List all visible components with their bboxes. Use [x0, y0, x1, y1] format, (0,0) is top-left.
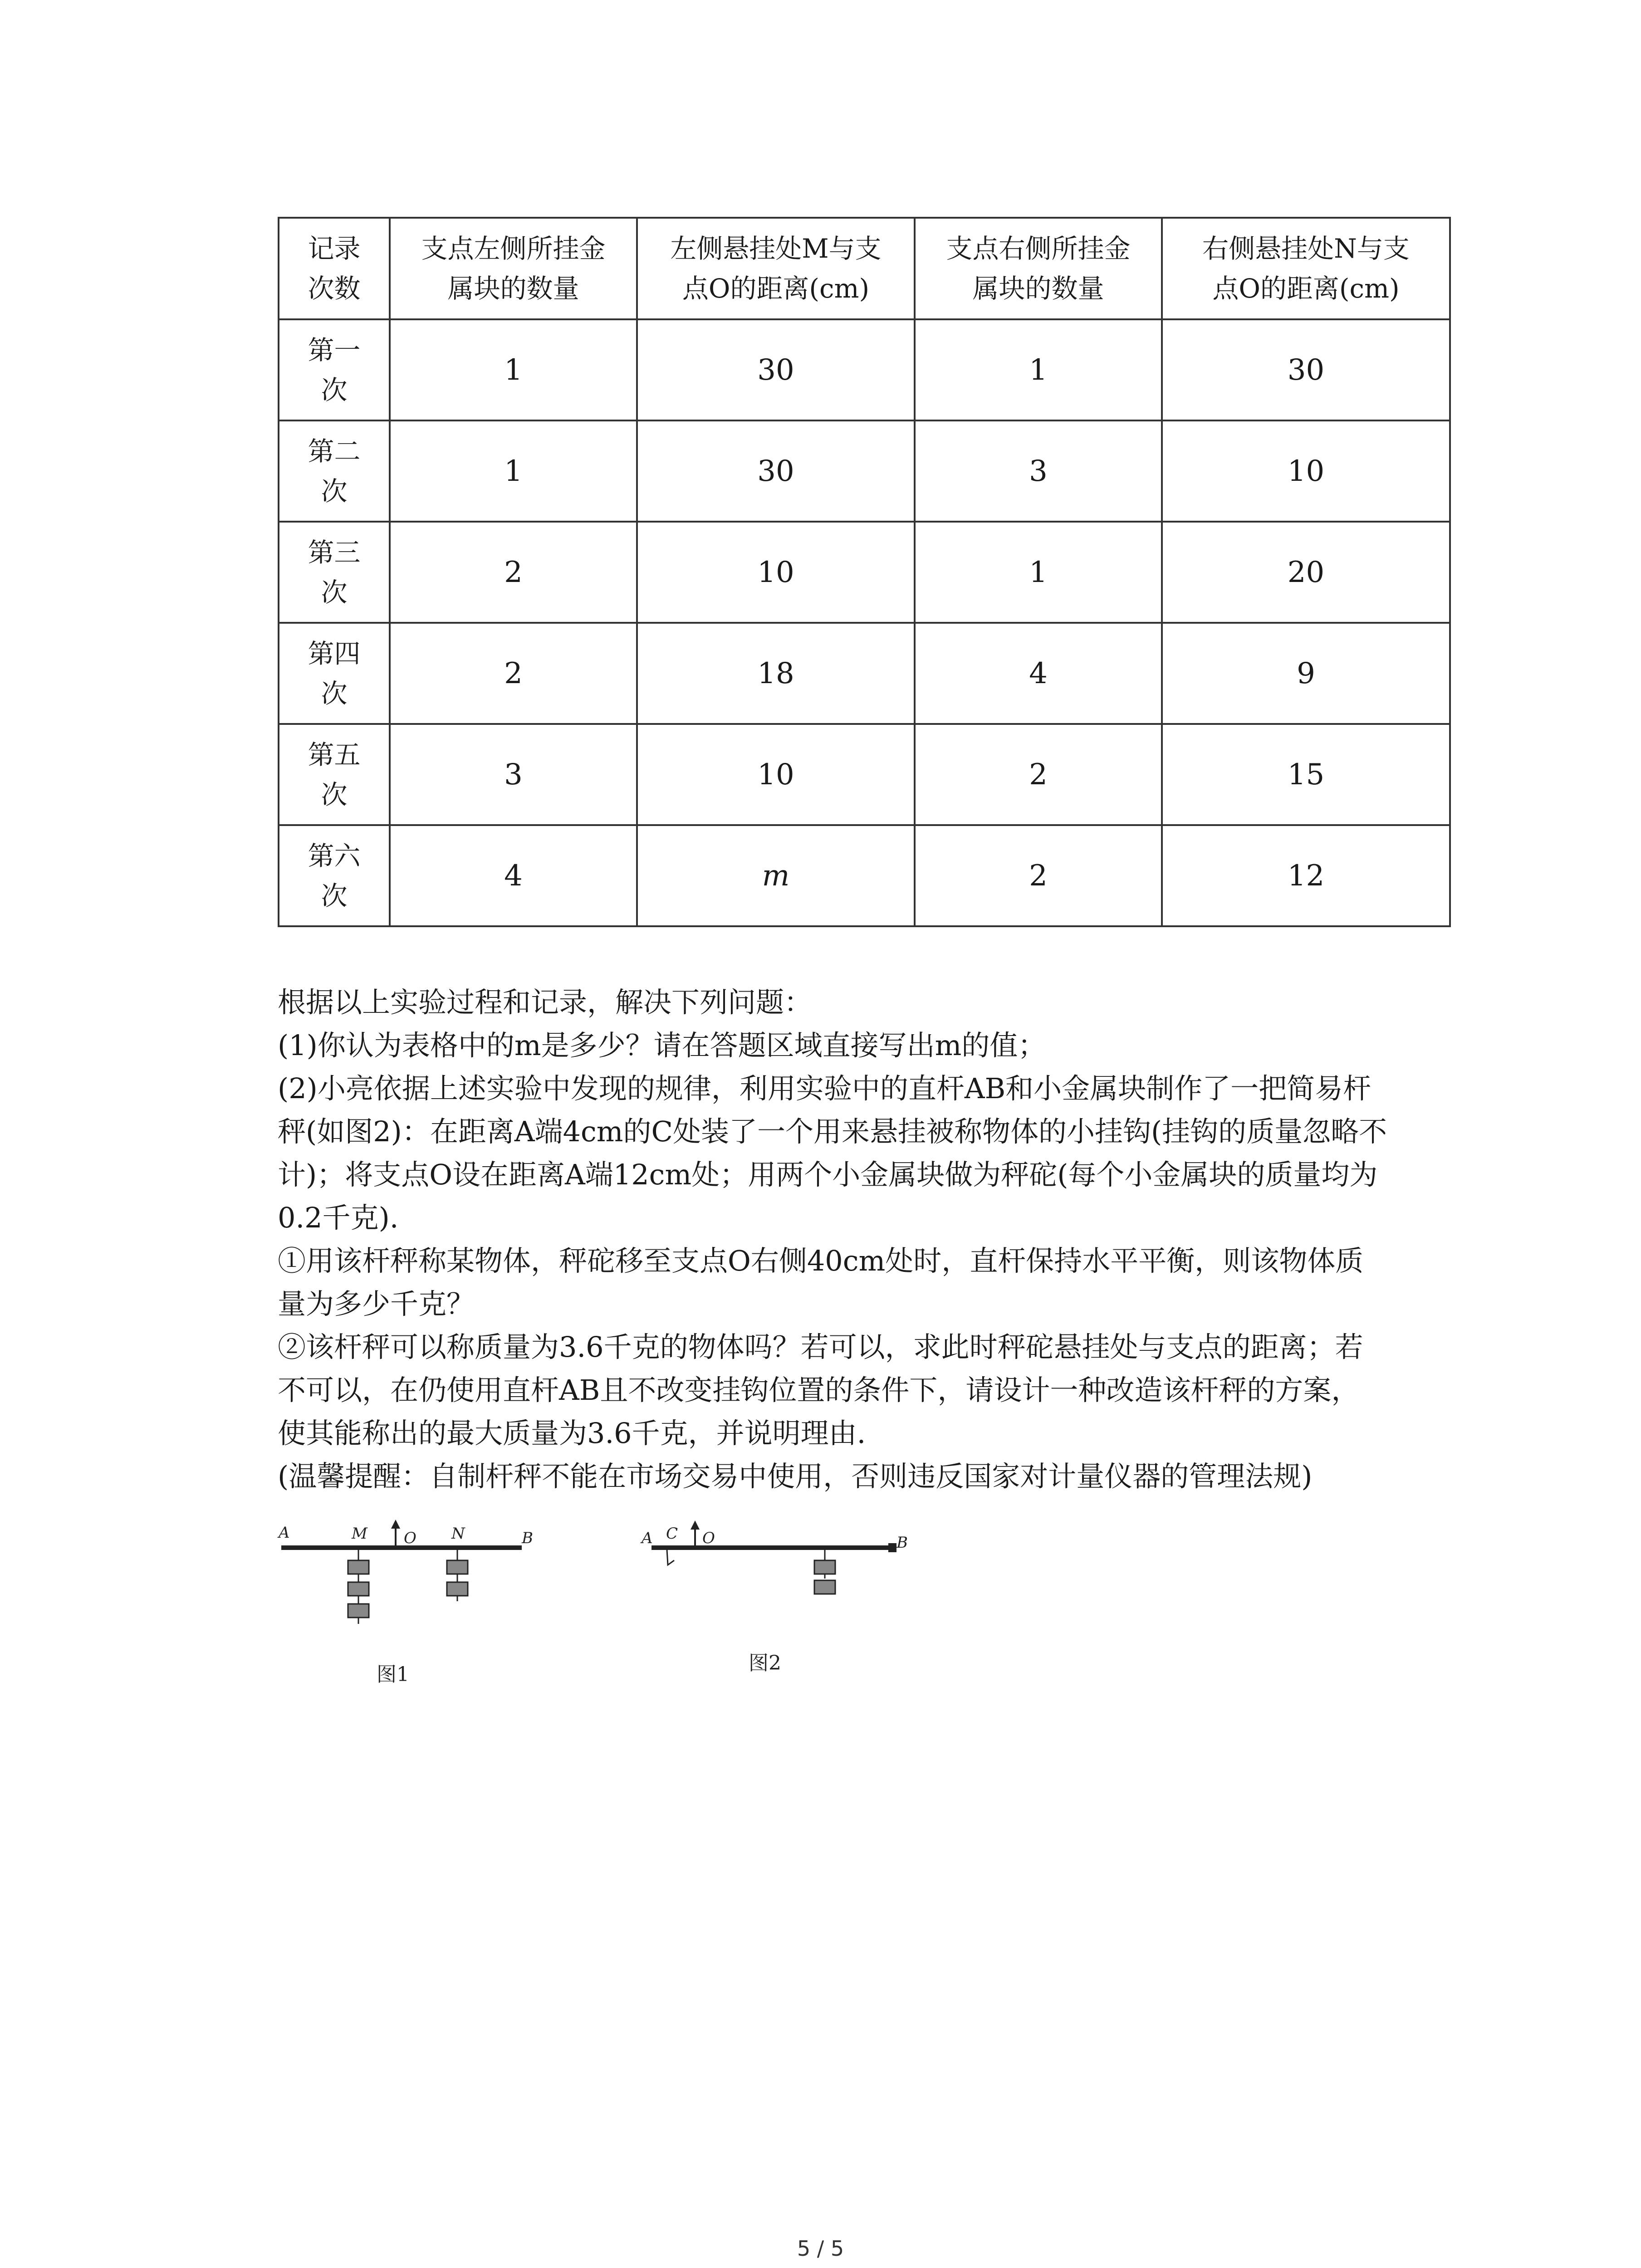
header-left-num: 支点左侧所挂金 属块的数量	[390, 218, 637, 319]
problem-line: ②该杆秤可以称质量为3.6千克的物体吗？若可以，求此时秤砣悬挂处与支点的距离；若	[278, 1330, 1363, 1364]
record-table	[278, 217, 1451, 927]
label-m: M	[352, 1525, 367, 1543]
cell-right-num: 3	[915, 420, 1162, 522]
cell-left-dist: 10	[637, 522, 915, 623]
row-count: 第六 次	[279, 825, 390, 926]
row-count: 第三 次	[279, 522, 390, 623]
figure-1-caption: 图1	[377, 1663, 409, 1686]
cell-right-num: 2	[915, 825, 1162, 926]
table-row	[279, 623, 1450, 724]
cell-left-dist: 30	[637, 420, 915, 522]
problem-line: 0.2千克).	[278, 1201, 399, 1234]
header-left-dist: 左侧悬挂处M与支 点O的距离(cm)	[637, 218, 915, 319]
problem-line: 使其能称出的最大质量为3.6千克，并说明理由.	[278, 1417, 866, 1450]
table-row	[279, 522, 1450, 623]
cell-right-dist: 20	[1162, 522, 1450, 623]
header-right-dist: 右侧悬挂处N与支 点O的距离(cm)	[1162, 218, 1450, 319]
cell-right-dist: 9	[1162, 623, 1450, 724]
weight-block-icon	[447, 1582, 468, 1596]
problem-line: 量为多少千克？	[278, 1287, 475, 1320]
cell-right-num: 1	[915, 319, 1162, 420]
problem-line: (1)你认为表格中的m是多少？请在答题区域直接写出m的值；	[278, 1029, 1046, 1062]
problem-line: (2)小亮依据上述实验中发现的规律，利用实验中的直杆AB和小金属块制作了一把简易杆	[278, 1072, 1372, 1105]
weight-block-icon	[447, 1560, 468, 1574]
table-row	[279, 825, 1450, 926]
hook-icon	[667, 1549, 674, 1565]
header-count: 记录 次数	[279, 218, 390, 319]
problem-line: ①用该杆秤称某物体，秤砣移至支点O右侧40cm处时，直杆保持水平平衡，则该物体质	[278, 1244, 1364, 1277]
problem-line: 根据以上实验过程和记录，解决下列问题：	[278, 986, 813, 1019]
weight-block-icon	[348, 1604, 369, 1618]
cell-left-dist: m	[637, 825, 915, 926]
page-number: 5 / 5	[797, 2236, 844, 2261]
cell-right-num: 2	[915, 724, 1162, 825]
label-o: O	[702, 1529, 715, 1547]
cell-right-num: 1	[915, 522, 1162, 623]
weight-block-icon	[348, 1582, 369, 1596]
label-b: B	[896, 1534, 908, 1552]
weight-block-icon	[814, 1560, 835, 1574]
table-row	[279, 420, 1450, 522]
label-a: A	[642, 1529, 653, 1547]
cell-left-num: 3	[390, 724, 637, 825]
bar-end-block	[888, 1543, 896, 1552]
cell-right-num: 4	[915, 623, 1162, 724]
problem-line: 秤(如图2)：在距离A端4cm的C处装了一个用来悬挂被称物体的小挂钩(挂钩的质量忽略不	[278, 1115, 1387, 1148]
cell-left-num: 1	[390, 319, 637, 420]
problem-line: (温馨提醒：自制杆秤不能在市场交易中使用，否则违反国家对计量仪器的管理法规)	[278, 1460, 1313, 1493]
cell-left-num: 1	[390, 420, 637, 522]
cell-left-num: 2	[390, 623, 637, 724]
cell-left-num: 4	[390, 825, 637, 926]
label-n: N	[451, 1525, 465, 1543]
row-count: 第五 次	[279, 724, 390, 825]
fulcrum-arrow-head-icon	[391, 1520, 400, 1529]
table-row	[279, 319, 1450, 420]
cell-right-dist: 10	[1162, 420, 1450, 522]
cell-left-dist: 10	[637, 724, 915, 825]
cell-right-dist: 30	[1162, 319, 1450, 420]
row-count: 第四 次	[279, 623, 390, 724]
header-right-num: 支点右侧所挂金 属块的数量	[915, 218, 1162, 319]
problem-text	[278, 981, 1457, 1498]
row-count: 第一 次	[279, 319, 390, 420]
label-a: A	[279, 1524, 290, 1542]
label-b: B	[522, 1529, 533, 1547]
table-row	[279, 724, 1450, 825]
weight-block-icon	[348, 1560, 369, 1574]
figure-1	[277, 1515, 531, 1647]
problem-line: 计)；将支点O设在距离A端12cm处；用两个小金属块做为秤砣(每个小金属块的质量均为	[278, 1158, 1378, 1191]
cell-left-dist: 18	[637, 623, 915, 724]
label-c: C	[666, 1525, 678, 1543]
fulcrum-arrow-head-icon	[691, 1520, 700, 1530]
cell-right-dist: 15	[1162, 724, 1450, 825]
label-o: O	[404, 1529, 416, 1547]
figure-2	[640, 1515, 912, 1633]
cell-right-dist: 12	[1162, 825, 1450, 926]
weight-block-icon	[814, 1580, 835, 1594]
cell-left-dist: 30	[637, 319, 915, 420]
table-header-row	[279, 218, 1450, 319]
problem-line: 不可以，在仍使用直杆AB且不改变挂钩位置的条件下，请设计一种改造该杆秤的方案，	[278, 1374, 1360, 1407]
row-count: 第二 次	[279, 420, 390, 522]
cell-left-num: 2	[390, 522, 637, 623]
figure-2-caption: 图2	[749, 1652, 781, 1675]
